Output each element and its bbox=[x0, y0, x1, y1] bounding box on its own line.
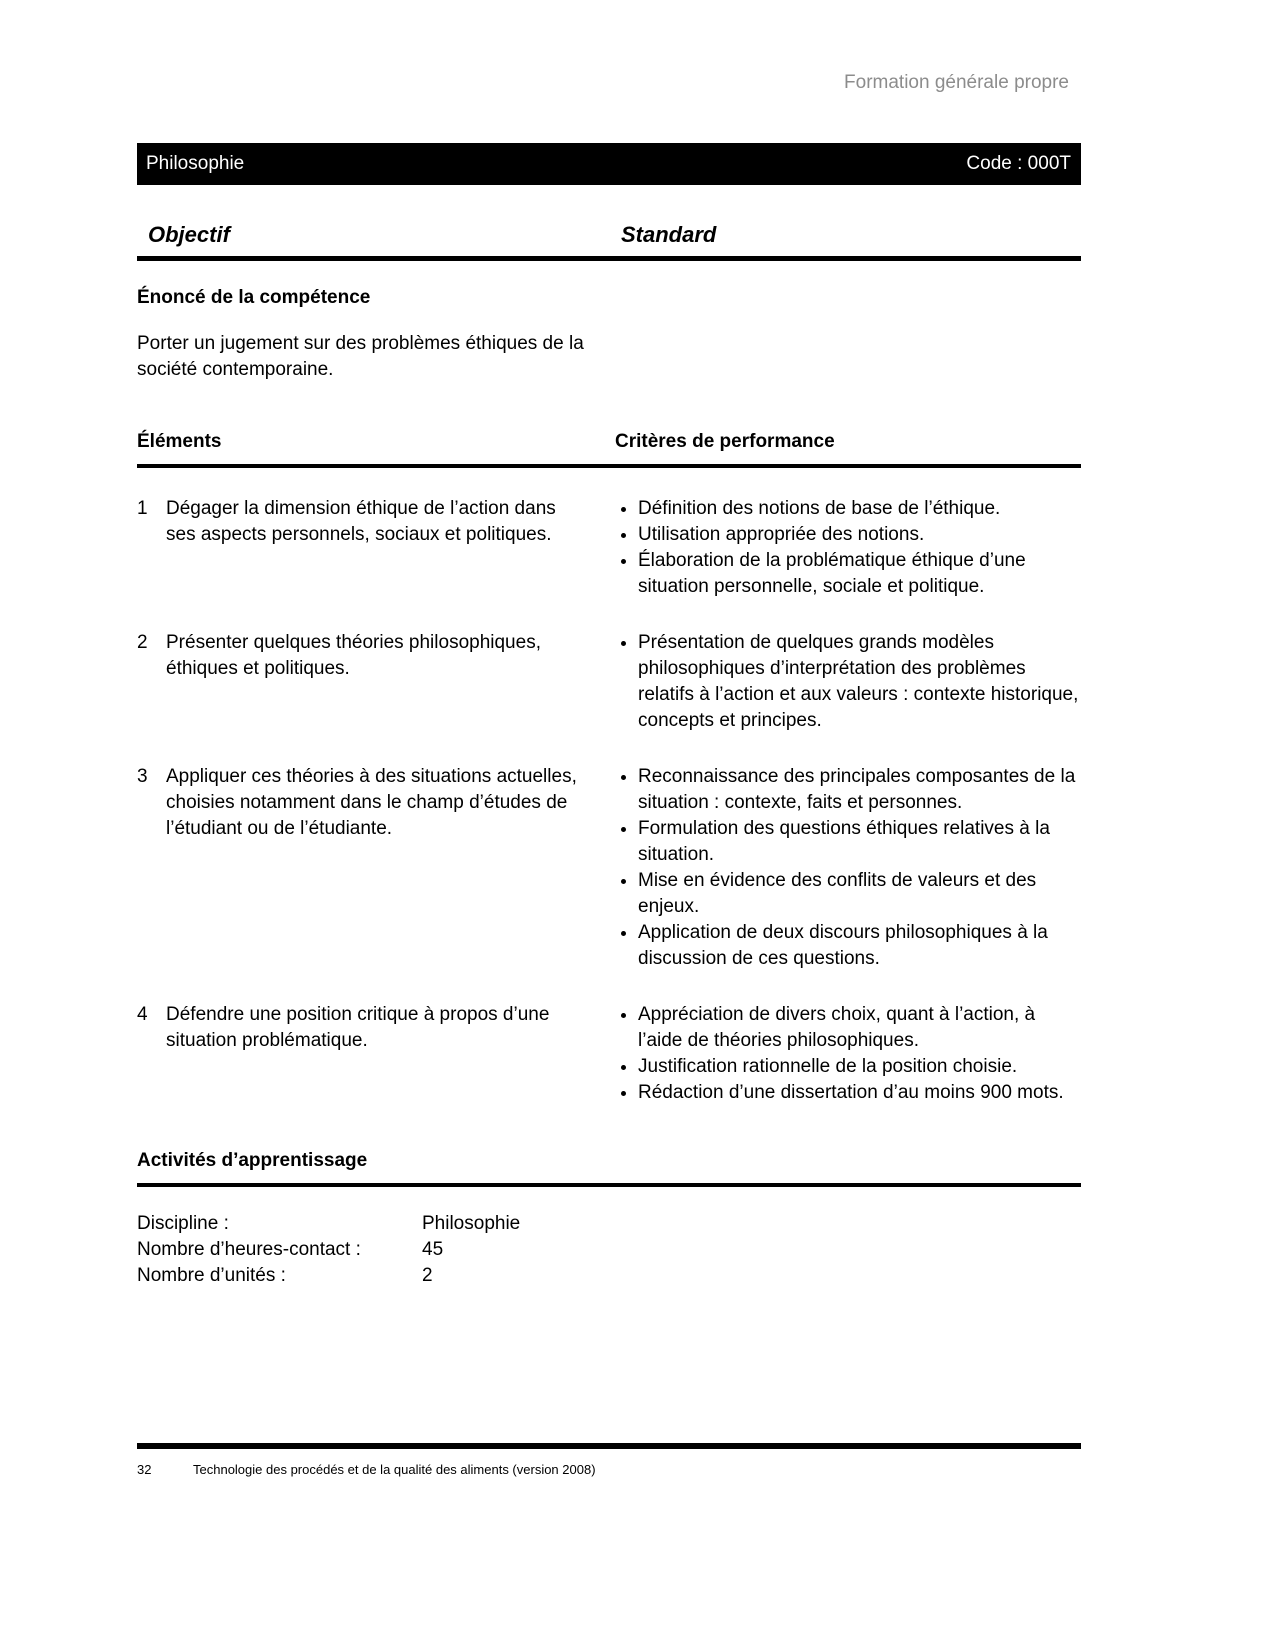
criteria-list bbox=[615, 496, 1081, 600]
table-row bbox=[137, 1002, 1081, 1106]
criteria-item: • Définition des notions de base de l’éthique. bbox=[638, 496, 1081, 522]
element-cell bbox=[137, 764, 615, 842]
criteria-item: • Mise en évidence des conflits de valeurs et des enjeux. bbox=[638, 868, 1081, 920]
table-row bbox=[137, 496, 1081, 600]
element-text: Dégager la dimension éthique de l’action dans ses aspects personnels, sociaux et politiques. bbox=[166, 498, 556, 545]
objectif-heading: Objectif bbox=[148, 222, 230, 247]
field-row bbox=[137, 1237, 1081, 1263]
criteria-item: • Présentation de quelques grands modèles philosophiques d’interprétation des problèmes relatifs à l’action et aux valeurs : contexte historique, concepts et principes. bbox=[638, 630, 1081, 734]
field-value: Philosophie bbox=[422, 1213, 521, 1234]
field-value: 45 bbox=[422, 1239, 444, 1260]
objectif-standard-row bbox=[137, 221, 1081, 249]
criteria-item: • Justification rationnelle de la position choisie. bbox=[638, 1054, 1081, 1080]
course-title-bar bbox=[137, 143, 1081, 185]
criteria-item: • Rédaction d’une dissertation d’au moins 900 mots. bbox=[638, 1080, 1081, 1106]
criteria-item: • Utilisation appropriée des notions. bbox=[638, 522, 1081, 548]
criteria-list bbox=[615, 630, 1081, 734]
footer-rule bbox=[137, 1443, 1081, 1449]
element-number: 4 bbox=[137, 1004, 148, 1025]
table-row bbox=[137, 764, 1081, 972]
criteria-item: • Élaboration de la problématique éthique d’une situation personnelle, sociale et politique. bbox=[638, 548, 1081, 600]
table-row bbox=[137, 630, 1081, 734]
page-number: 32 bbox=[137, 1462, 152, 1477]
element-number: 2 bbox=[137, 632, 148, 653]
activities-heading: Activités d’apprentissage bbox=[137, 1150, 368, 1171]
element-text: Présenter quelques théories philosophiques, éthiques et politiques. bbox=[166, 632, 541, 679]
field-row bbox=[137, 1211, 1081, 1237]
criteria-list bbox=[615, 1002, 1081, 1106]
page-footer bbox=[137, 1443, 1081, 1478]
field-label: Nombre d’heures-contact : bbox=[137, 1239, 361, 1260]
course-title: Philosophie bbox=[146, 153, 245, 174]
field-label: Discipline : bbox=[137, 1213, 229, 1234]
competence-statement: Porter un jugement sur des problèmes éthiques de la société contemporaine. bbox=[137, 333, 584, 380]
activities-fields bbox=[137, 1211, 1081, 1289]
field-label: Nombre d’unités : bbox=[137, 1265, 286, 1286]
table-header-rule bbox=[137, 464, 1081, 468]
running-header: Formation générale propre bbox=[844, 72, 1069, 93]
section-rule bbox=[137, 256, 1081, 261]
criteria-header: Critères de performance bbox=[615, 431, 835, 452]
element-number: 1 bbox=[137, 498, 148, 519]
element-cell bbox=[137, 630, 615, 682]
footer-text: Technologie des procédés et de la qualité des aliments (version 2008) bbox=[193, 1462, 596, 1477]
field-value: 2 bbox=[422, 1265, 433, 1286]
page-content bbox=[137, 0, 1081, 1289]
competence-heading: Énoncé de la compétence bbox=[137, 287, 371, 308]
table-header-row bbox=[137, 429, 1081, 455]
criteria-item: • Reconnaissance des principales composantes de la situation : contexte, faits et personnes. bbox=[638, 764, 1081, 816]
element-text: Appliquer ces théories à des situations actuelles, choisies notamment dans le champ d’études de l’étudiant ou de l’étudiante. bbox=[166, 766, 577, 839]
course-code: Code : 000T bbox=[966, 153, 1071, 174]
criteria-item: • Application de deux discours philosophiques à la discussion de ces questions. bbox=[638, 920, 1081, 972]
element-number: 3 bbox=[137, 766, 148, 787]
field-row bbox=[137, 1263, 1081, 1289]
activities-rule bbox=[137, 1183, 1081, 1187]
elements-header: Éléments bbox=[137, 431, 222, 452]
elements-criteria-table bbox=[137, 496, 1081, 1106]
footer-line bbox=[137, 1462, 1081, 1478]
element-text: Défendre une position critique à propos d’une situation problématique. bbox=[166, 1004, 550, 1051]
criteria-item: • Appréciation de divers choix, quant à l’action, à l’aide de théories philosophiques. bbox=[638, 1002, 1081, 1054]
element-cell bbox=[137, 1002, 615, 1054]
criteria-item: • Formulation des questions éthiques relatives à la situation. bbox=[638, 816, 1081, 868]
criteria-list bbox=[615, 764, 1081, 972]
standard-heading: Standard bbox=[621, 222, 717, 247]
element-cell bbox=[137, 496, 615, 548]
